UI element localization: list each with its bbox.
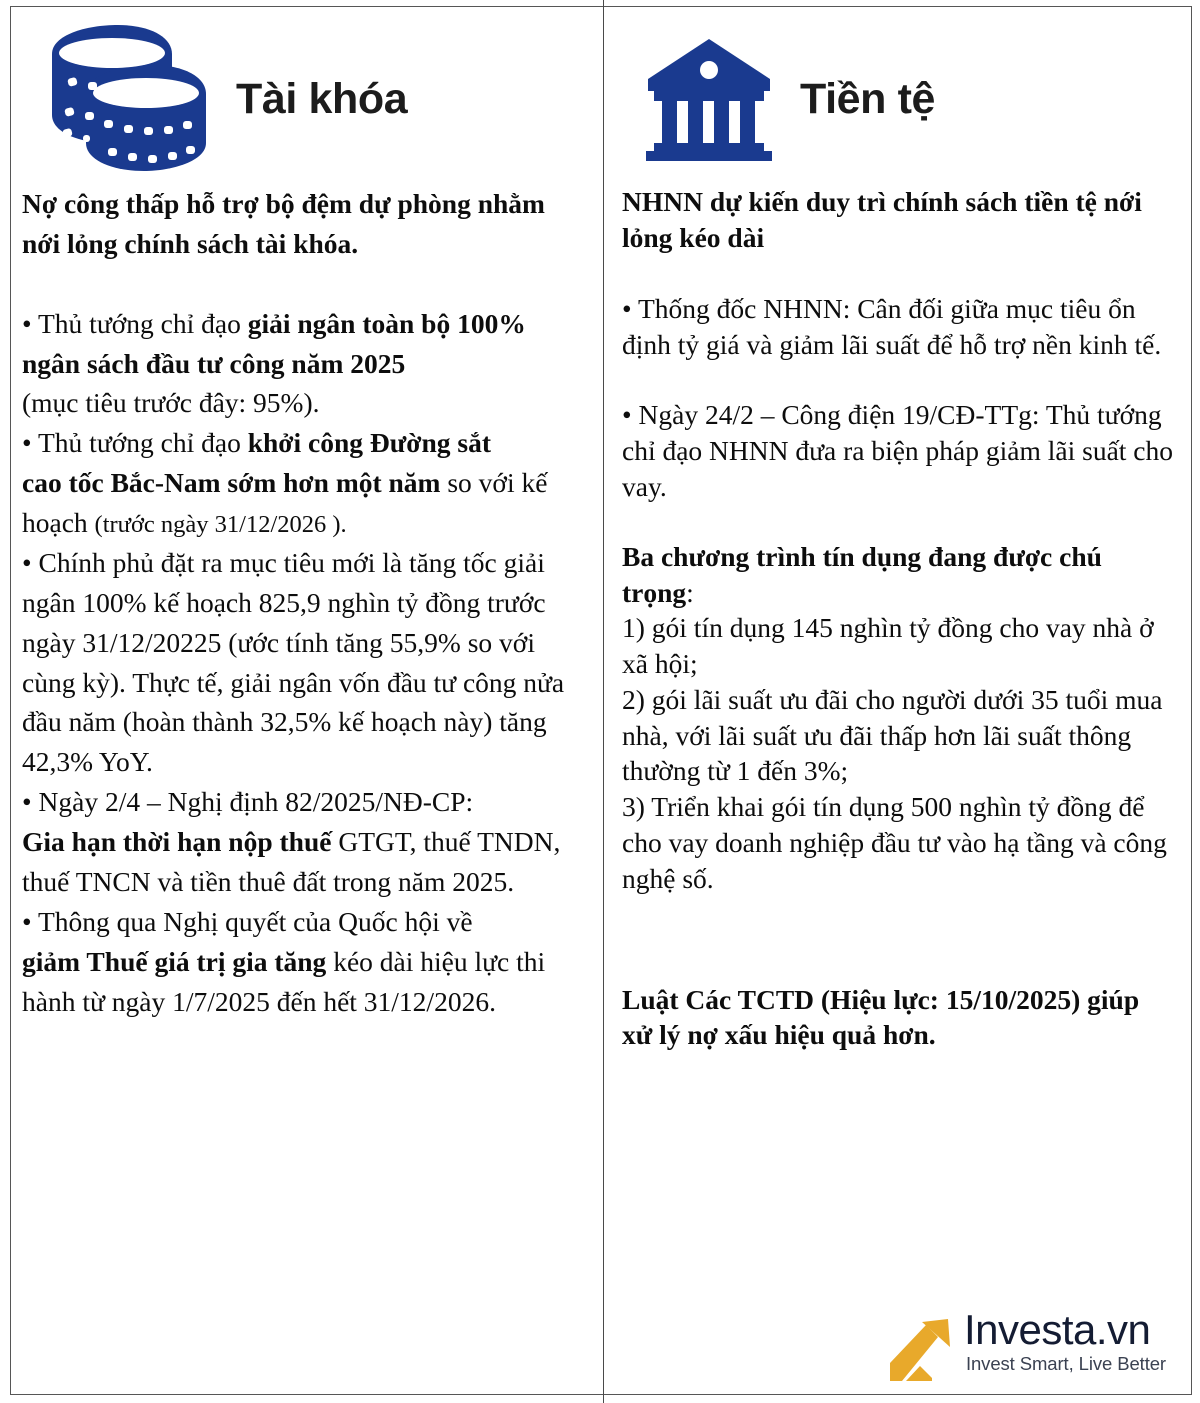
emphasis-text: Ba chương trình tín dụng đang được chú trọng [622,540,1102,608]
logo-brand-name: Investa.vn [963,1306,1151,1353]
upward-arrow-logo-icon [886,1317,958,1383]
paragraph-r4: 1) gói tín dụng 145 nghìn tỷ đồng cho vay nhà ở xã hội; 2) gói lãi suất ưu đãi cho người dưới 35 tuổi mua nhà, với lãi suất ưu đãi thấp hơn lãi suất thông thường từ 1 đến 3%; 3) Triển khai gói tín dụng 500 nghìn tỷ đồng để cho vay doanh nghiệp đầu tư vào hạ tầng và công nghệ số. [622,612,1167,894]
monetary-panel-body [622,184,1176,1053]
fiscal-panel-title: Tài khóa [236,74,408,123]
paragraph-p4: • Ngày 2/4 – Nghị định 82/2025/NĐ-CP: Gia hạn thời hạn nộp thuế GTGT, thuế TNDN, thuế TNCN và tiền thuê đất trong năm 2025. [22,786,561,897]
monetary-panel-header [622,14,1176,184]
fiscal-paragraph-list [22,304,585,1022]
bank-building-icon [644,35,774,163]
fiscal-panel-body [22,184,585,1021]
emphasis-text: Luật Các TCTD (Hiệu lực: 15/10/2025) giúp xử lý nợ xấu hiệu quả hơn. [622,983,1140,1051]
paragraph-p2: • Thủ tướng chỉ đạo khởi công Đường sắt cao tốc Bắc-Nam sớm hơn một năm so với kế hoạch (trước ngày 31/12/2026 ). [22,427,548,538]
logo-tagline: Invest Smart, Live Better [965,1352,1166,1374]
paragraph-p1: • Thủ tướng chỉ đạo giải ngân toàn bộ 100% ngân sách đầu tư công năm 2025 (mục tiêu trước đây: 95%). [22,307,526,419]
monetary-panel-title: Tiền tệ [800,74,935,123]
logo-text-block [963,1306,1166,1374]
fiscal-panel-header [22,14,585,184]
paragraph-r3: Ba chương trình tín dụng đang được chú trọng: [622,540,1102,608]
paragraph-p5: • Thông qua Nghị quyết của Quốc hội về giảm Thuế giá trị gia tăng kéo dài hiệu lực thi hành từ ngày 1/7/2025 đến hết 31/12/2026. [22,905,546,1017]
paragraph-r2: • Ngày 24/2 – Công điện 19/CĐ-TTg: Thủ tướng chỉ đạo NHNN đưa ra biện pháp giảm lãi suất cho vay. [622,399,1173,502]
emphasis-text: giải ngân toàn bộ 100% ngân sách đầu tư công năm 2025 [22,307,526,379]
emphasis-text: giảm Thuế giá trị gia tăng [22,945,327,977]
emphasis-text: khởi công Đường sắt [247,427,492,459]
monetary-policy-panel [603,0,1200,1403]
small-text: (trước ngày 31/12/2026 ). [94,511,347,538]
monetary-lead-paragraph: NHNN dự kiến duy trì chính sách tiền tệ nới lỏng kéo dài [622,186,1142,253]
emphasis-text: cao tốc Bắc-Nam sớm hơn một năm [22,467,441,499]
emphasis-text: Gia hạn thời hạn nộp thuế [22,826,332,857]
investa-logo[interactable] [886,1306,1166,1383]
monetary-paragraph-list [622,291,1176,1053]
stacked-coins-icon [22,19,218,179]
paragraph-p3: • Chính phủ đặt ra mục tiêu mới là tăng tốc giải ngân 100% kế hoạch 825,9 nghìn tỷ đồng trước ngày 31/12/20225 (ước tính tăng 55,9% so với cùng kỳ). Thực tế, giải ngân vốn đầu tư công nửa đầu năm (hoàn thành 32,5% kế hoạch này) tăng 42,3% YoY. [22,546,565,778]
paragraph-r5 [622,982,1176,1054]
fiscal-lead-paragraph: Nợ công thấp hỗ trợ bộ đệm dự phòng nhằm nới lỏng chính sách tài khóa. [22,188,545,259]
paragraph-r1: • Thống đốc NHNN: Cân đối giữa mục tiêu ổn định tỷ giá và giảm lãi suất để hỗ trợ nền kinh tế. [622,293,1162,360]
